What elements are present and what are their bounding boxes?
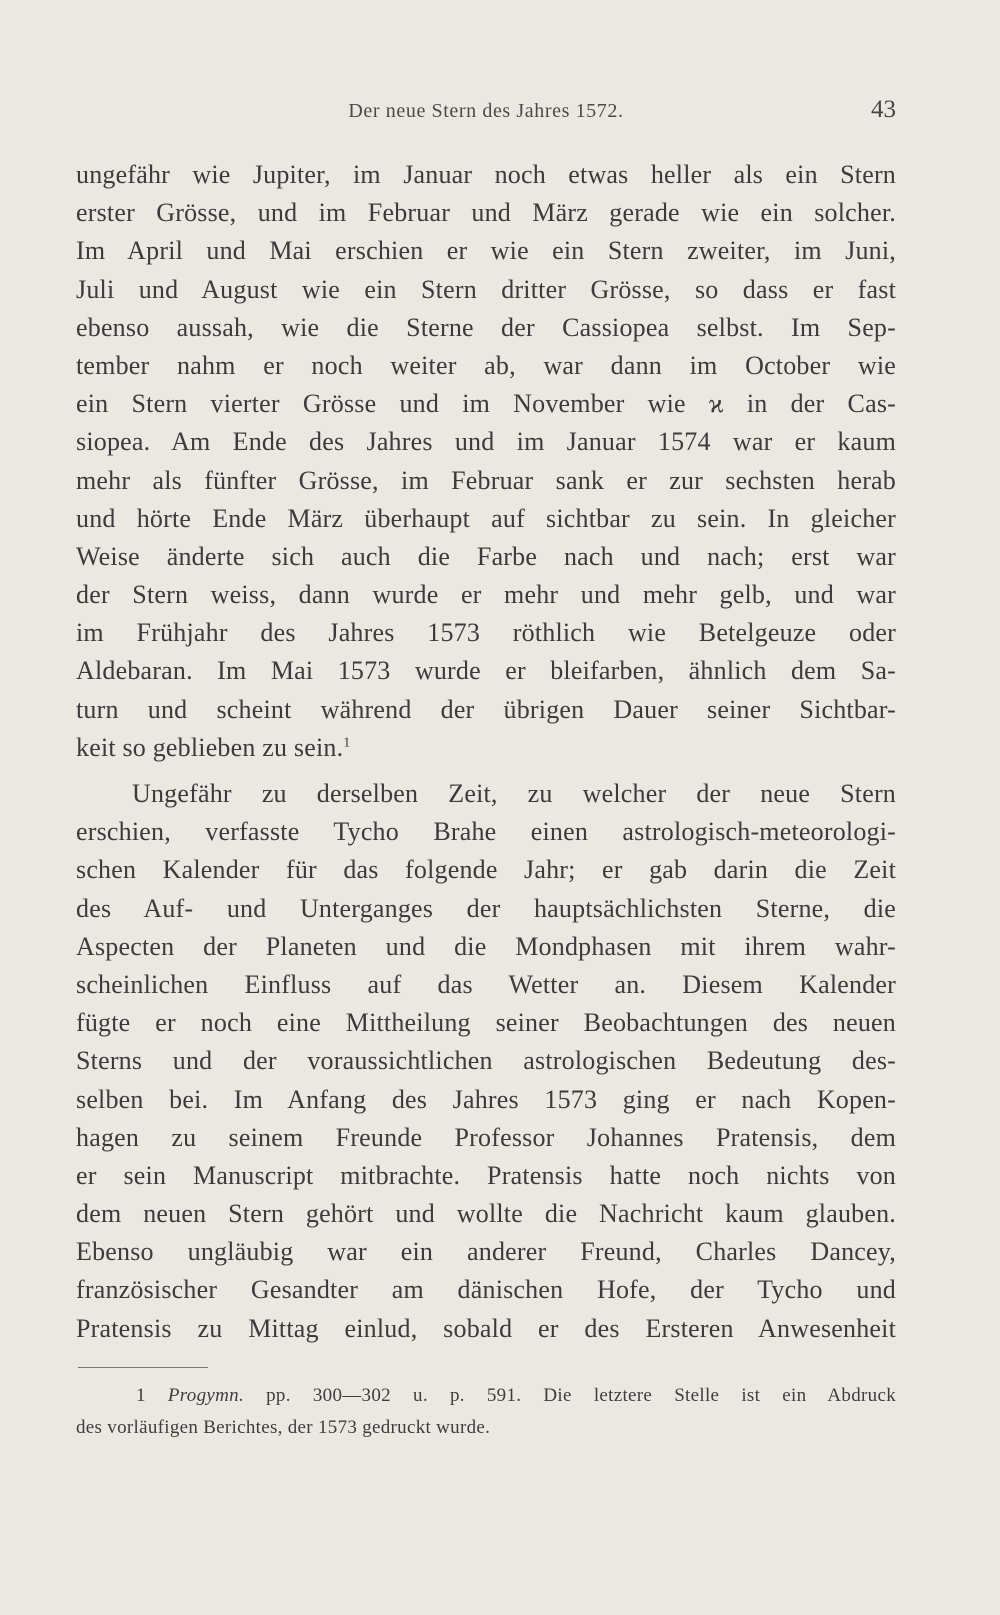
text-line: fügte er noch eine Mittheilung seiner Beobachtungen des neuen: [76, 1008, 896, 1038]
text-line: französischer Gesandter am dänischen Hofe, der Tycho und: [76, 1275, 896, 1305]
text-line: scheinlichen Einfluss auf das Wetter an. Diesem Kalender: [76, 969, 896, 999]
text-line: Sterns und der voraussichtlichen astrologischen Bedeutung des-: [76, 1046, 896, 1076]
text-line: selben bei. Im Anfang des Jahres 1573 ging er nach Kopen-: [76, 1084, 896, 1114]
text-line: erschien, verfasste Tycho Brahe einen astrologisch-meteorologi-: [76, 817, 896, 847]
text-line: Aldebaran. Im Mai 1573 wurde er bleifarben, ähnlich dem Sa-: [76, 656, 896, 686]
text-line: mehr als fünfter Grösse, im Februar sank er zur sechsten herab: [76, 465, 896, 495]
text-line: Im April und Mai erschien er wie ein Stern zweiter, im Juni,: [76, 236, 896, 266]
text-line: tember nahm er noch weiter ab, war dann im October wie: [76, 350, 896, 380]
page-number: 43: [871, 96, 896, 123]
text-line: im Frühjahr des Jahres 1573 röthlich wie Betelgeuze oder: [76, 618, 896, 648]
footnote-text: pp. 300—302 u. p. 591. Die letztere Stelle ist ein Abdruck: [266, 1385, 896, 1406]
text-line: hagen zu seinem Freunde Professor Johannes Pratensis, dem: [76, 1122, 896, 1152]
text-line: Pratensis zu Mittag einlud, sobald er des Ersteren Anwesenheit: [76, 1313, 896, 1343]
paragraph-gap: [76, 767, 896, 775]
text-line: schen Kalender für das folgende Jahr; er gab darin die Zeit: [76, 855, 896, 885]
text-line: Ebenso ungläubig war ein anderer Freund, Charles Dancey,: [76, 1237, 896, 1267]
text-line: dem neuen Stern gehört und wollte die Nachricht kaum glauben.: [76, 1199, 896, 1229]
text-line: Weise änderte sich auch die Farbe nach und nach; erst war: [76, 541, 896, 571]
text-line: Aspecten der Planeten und die Mondphasen mit ihrem wahr-: [76, 931, 896, 961]
text-line: des Auf- und Unterganges der hauptsächlichsten Sterne, die: [76, 893, 896, 923]
text-line: Juli und August wie ein Stern dritter Grösse, so dass er fast: [76, 274, 896, 304]
paragraph-2: [76, 775, 896, 1348]
text-span: keit so geblieben zu sein.: [76, 732, 344, 762]
paragraph-1: [76, 156, 896, 767]
text-line: siopea. Am Ende des Jahres und im Januar 1574 war er kaum: [76, 427, 896, 457]
body-text: [76, 156, 896, 1348]
text-line: ebenso aussah, wie die Sterne der Cassiopea selbst. Im Sep-: [76, 312, 896, 342]
footnote-reference: 1: [343, 735, 351, 751]
text-line: erster Grösse, und im Februar und März gerade wie ein solcher.: [76, 198, 896, 228]
running-title: Der neue Stern des Jahres 1572.: [348, 100, 624, 122]
text-line: er sein Manuscript mitbrachte. Pratensis hatte noch nichts von: [76, 1160, 896, 1190]
text-line: turn und scheint während der übrigen Dauer seiner Sichtbar-: [76, 694, 896, 724]
text-line: und hörte Ende März überhaupt auf sichtbar zu sein. In gleicher: [76, 503, 896, 533]
footnote-number: 1: [136, 1385, 146, 1406]
footnote-rule: [78, 1367, 208, 1368]
text-line: Ungefähr zu derselben Zeit, zu welcher der neue Stern: [132, 779, 896, 808]
footnote-line: [76, 1380, 896, 1412]
page-header: [76, 96, 896, 126]
footnotes: [76, 1380, 896, 1444]
text-line: ungefähr wie Jupiter, im Januar noch etwas heller als ein Stern: [76, 160, 896, 189]
text-line: ein Stern vierter Grösse und im November wie ϰ in der Cas-: [76, 389, 896, 419]
text-line: der Stern weiss, dann wurde er mehr und mehr gelb, und war: [76, 580, 896, 610]
footnote-line: des vorläufigen Berichtes, der 1573 gedruckt wurde.: [76, 1417, 491, 1438]
footnote-work-title: Progymn.: [167, 1385, 245, 1406]
text-line-last: [76, 729, 896, 767]
